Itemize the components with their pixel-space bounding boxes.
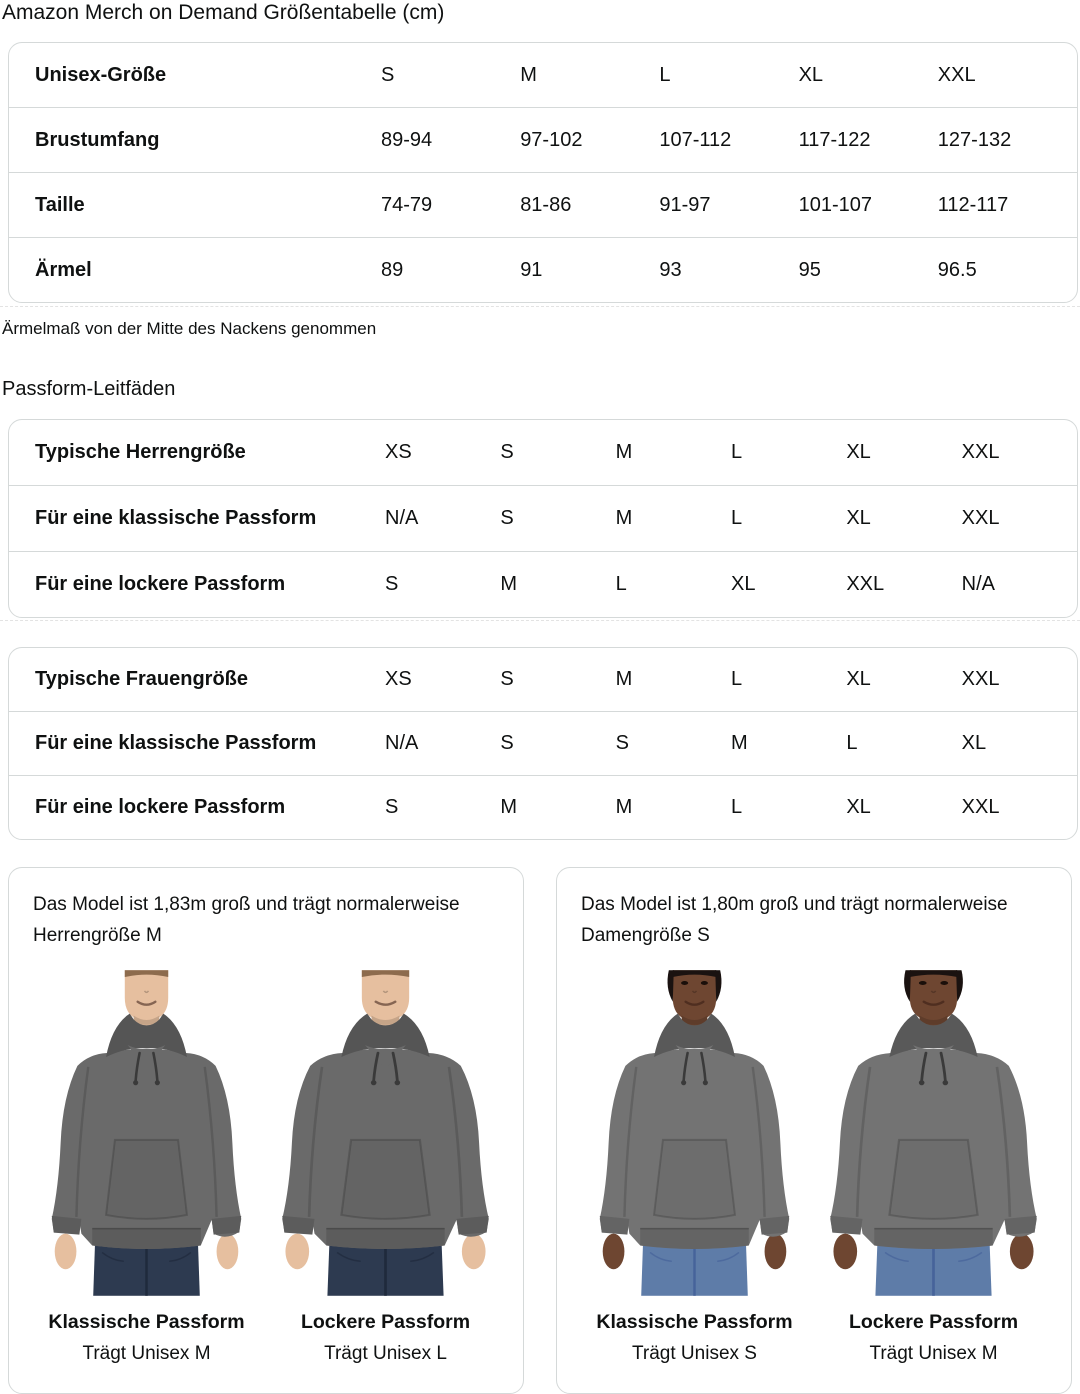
mens-fit-table <box>8 419 1078 618</box>
row-label: Typische Herrengröße <box>35 441 246 463</box>
row-label: Für eine lockere Passform <box>35 796 286 818</box>
fit-cell: XL <box>846 507 871 529</box>
model-cards <box>8 867 1072 1394</box>
size-worn-label: Trägt Unisex L <box>324 1343 447 1364</box>
table-row <box>9 486 1077 552</box>
fit-cell: XXL <box>961 507 1000 529</box>
table-row-sleeve <box>9 238 1077 302</box>
model-description: Das Model ist 1,80m groß und trägt normalerweise Damengröße S <box>581 894 1008 946</box>
fit-cell: M <box>500 573 517 595</box>
fit-cell: L <box>731 668 743 690</box>
fit-cell: XS <box>385 441 412 463</box>
measure-cell: 74-79 <box>381 193 433 216</box>
size-column-header: XL <box>798 63 824 86</box>
fit-cell: M <box>731 732 748 754</box>
measure-cell: 96.5 <box>937 258 977 281</box>
fit-cell: XL <box>846 441 871 463</box>
size-column-header: L <box>659 63 671 86</box>
section-divider <box>0 306 1080 307</box>
row-label: Brustumfang <box>35 128 160 151</box>
unisex-size-table <box>8 42 1078 303</box>
fit-cell: S <box>385 573 399 595</box>
model-description: Das Model ist 1,83m groß und trägt normalerweise Herrengröße M <box>33 894 460 946</box>
fit-cell: XL <box>846 668 871 690</box>
womens-fit-table <box>8 647 1078 840</box>
classic-fit-figure <box>33 967 260 1366</box>
fit-label: Lockere Passform <box>300 1311 471 1333</box>
size-column-header: S <box>381 63 395 86</box>
fit-cell: L <box>731 796 743 818</box>
row-label: Für eine klassische Passform <box>35 507 317 529</box>
measure-cell: 81-86 <box>520 193 572 216</box>
table-row <box>9 776 1077 839</box>
row-label: Unisex-Größe <box>35 63 167 86</box>
row-label: Ärmel <box>35 258 92 281</box>
measure-cell: 112-117 <box>937 193 1009 216</box>
model-figures <box>581 967 1047 1366</box>
fit-cell: L <box>615 573 627 595</box>
female-model-classic-fit-photo <box>581 967 808 1299</box>
measure-cell: 101-107 <box>798 193 872 216</box>
table-row <box>9 552 1077 617</box>
fit-cell: M <box>500 796 517 818</box>
size-column-header: M <box>520 63 537 86</box>
section-divider <box>0 620 1080 621</box>
table-row <box>9 712 1077 776</box>
size-worn-label: Trägt Unisex M <box>82 1343 211 1364</box>
fit-cell: L <box>731 507 743 529</box>
fit-cell: S <box>500 668 514 690</box>
fit-cell: S <box>615 732 629 754</box>
row-label: Taille <box>35 193 85 216</box>
fit-cell: S <box>500 441 514 463</box>
fit-cell: L <box>846 732 858 754</box>
fit-cell: XXL <box>961 668 1000 690</box>
model-figures <box>33 967 499 1366</box>
fit-cell: XXL <box>961 796 1000 818</box>
measure-cell: 97-102 <box>520 128 583 151</box>
male-model-loose-fit-photo <box>272 967 499 1299</box>
table-row-waist <box>9 173 1077 238</box>
row-label: Typische Frauengröße <box>35 668 249 690</box>
fit-cell: XL <box>961 732 987 754</box>
fit-cell: N/A <box>385 732 419 754</box>
fit-cell: XL <box>731 573 756 595</box>
female-model-loose-fit-photo <box>820 967 1047 1299</box>
measure-cell: 117-122 <box>798 128 871 151</box>
measure-cell: 91 <box>520 258 543 281</box>
fit-cell: XXL <box>961 441 1000 463</box>
fit-cell: M <box>615 668 633 690</box>
fit-cell: XL <box>846 796 871 818</box>
fit-cell: N/A <box>385 507 419 529</box>
table-row <box>9 648 1077 712</box>
mens-model-card <box>8 867 524 1394</box>
measure-cell: 95 <box>798 258 821 281</box>
measure-cell: 93 <box>659 258 682 281</box>
measure-cell: 91-97 <box>659 193 711 216</box>
fit-cell: L <box>731 441 743 463</box>
measure-cell: 89-94 <box>381 128 433 151</box>
fit-cell: XS <box>385 668 412 690</box>
table-header-row <box>9 43 1077 108</box>
row-label: Für eine lockere Passform <box>35 573 286 595</box>
fit-cell: M <box>615 796 633 818</box>
fit-cell: S <box>385 796 399 818</box>
classic-fit-figure <box>581 967 808 1366</box>
measure-cell: 89 <box>381 258 404 281</box>
fit-cell: N/A <box>961 573 995 595</box>
male-model-classic-fit-photo <box>33 967 260 1299</box>
size-worn-label: Trägt Unisex M <box>869 1343 998 1364</box>
row-label: Für eine klassische Passform <box>35 732 317 754</box>
measure-cell: 127-132 <box>937 128 1012 151</box>
page-title: Amazon Merch on Demand Größentabelle (cm) <box>2 1 445 24</box>
fit-cell: M <box>615 507 633 529</box>
fit-cell: M <box>615 441 633 463</box>
womens-model-card <box>556 867 1072 1394</box>
size-column-header: XXL <box>937 63 976 86</box>
fit-label: Klassische Passform <box>596 1311 793 1333</box>
table-row-chest <box>9 108 1077 173</box>
measure-cell: 107-112 <box>659 128 732 151</box>
loose-fit-figure <box>272 967 499 1366</box>
table-row <box>9 420 1077 486</box>
loose-fit-figure <box>820 967 1047 1366</box>
fit-label: Lockere Passform <box>848 1311 1019 1333</box>
fit-guides-heading: Passform-Leitfäden <box>2 378 176 400</box>
size-chart-page <box>0 1 1080 1394</box>
fit-cell: XXL <box>846 573 885 595</box>
fit-cell: S <box>500 732 514 754</box>
sleeve-measure-note: Ärmelmaß von der Mitte des Nackens genommen <box>2 319 377 338</box>
fit-cell: S <box>500 507 514 529</box>
size-worn-label: Trägt Unisex S <box>632 1343 757 1364</box>
fit-label: Klassische Passform <box>48 1311 245 1333</box>
